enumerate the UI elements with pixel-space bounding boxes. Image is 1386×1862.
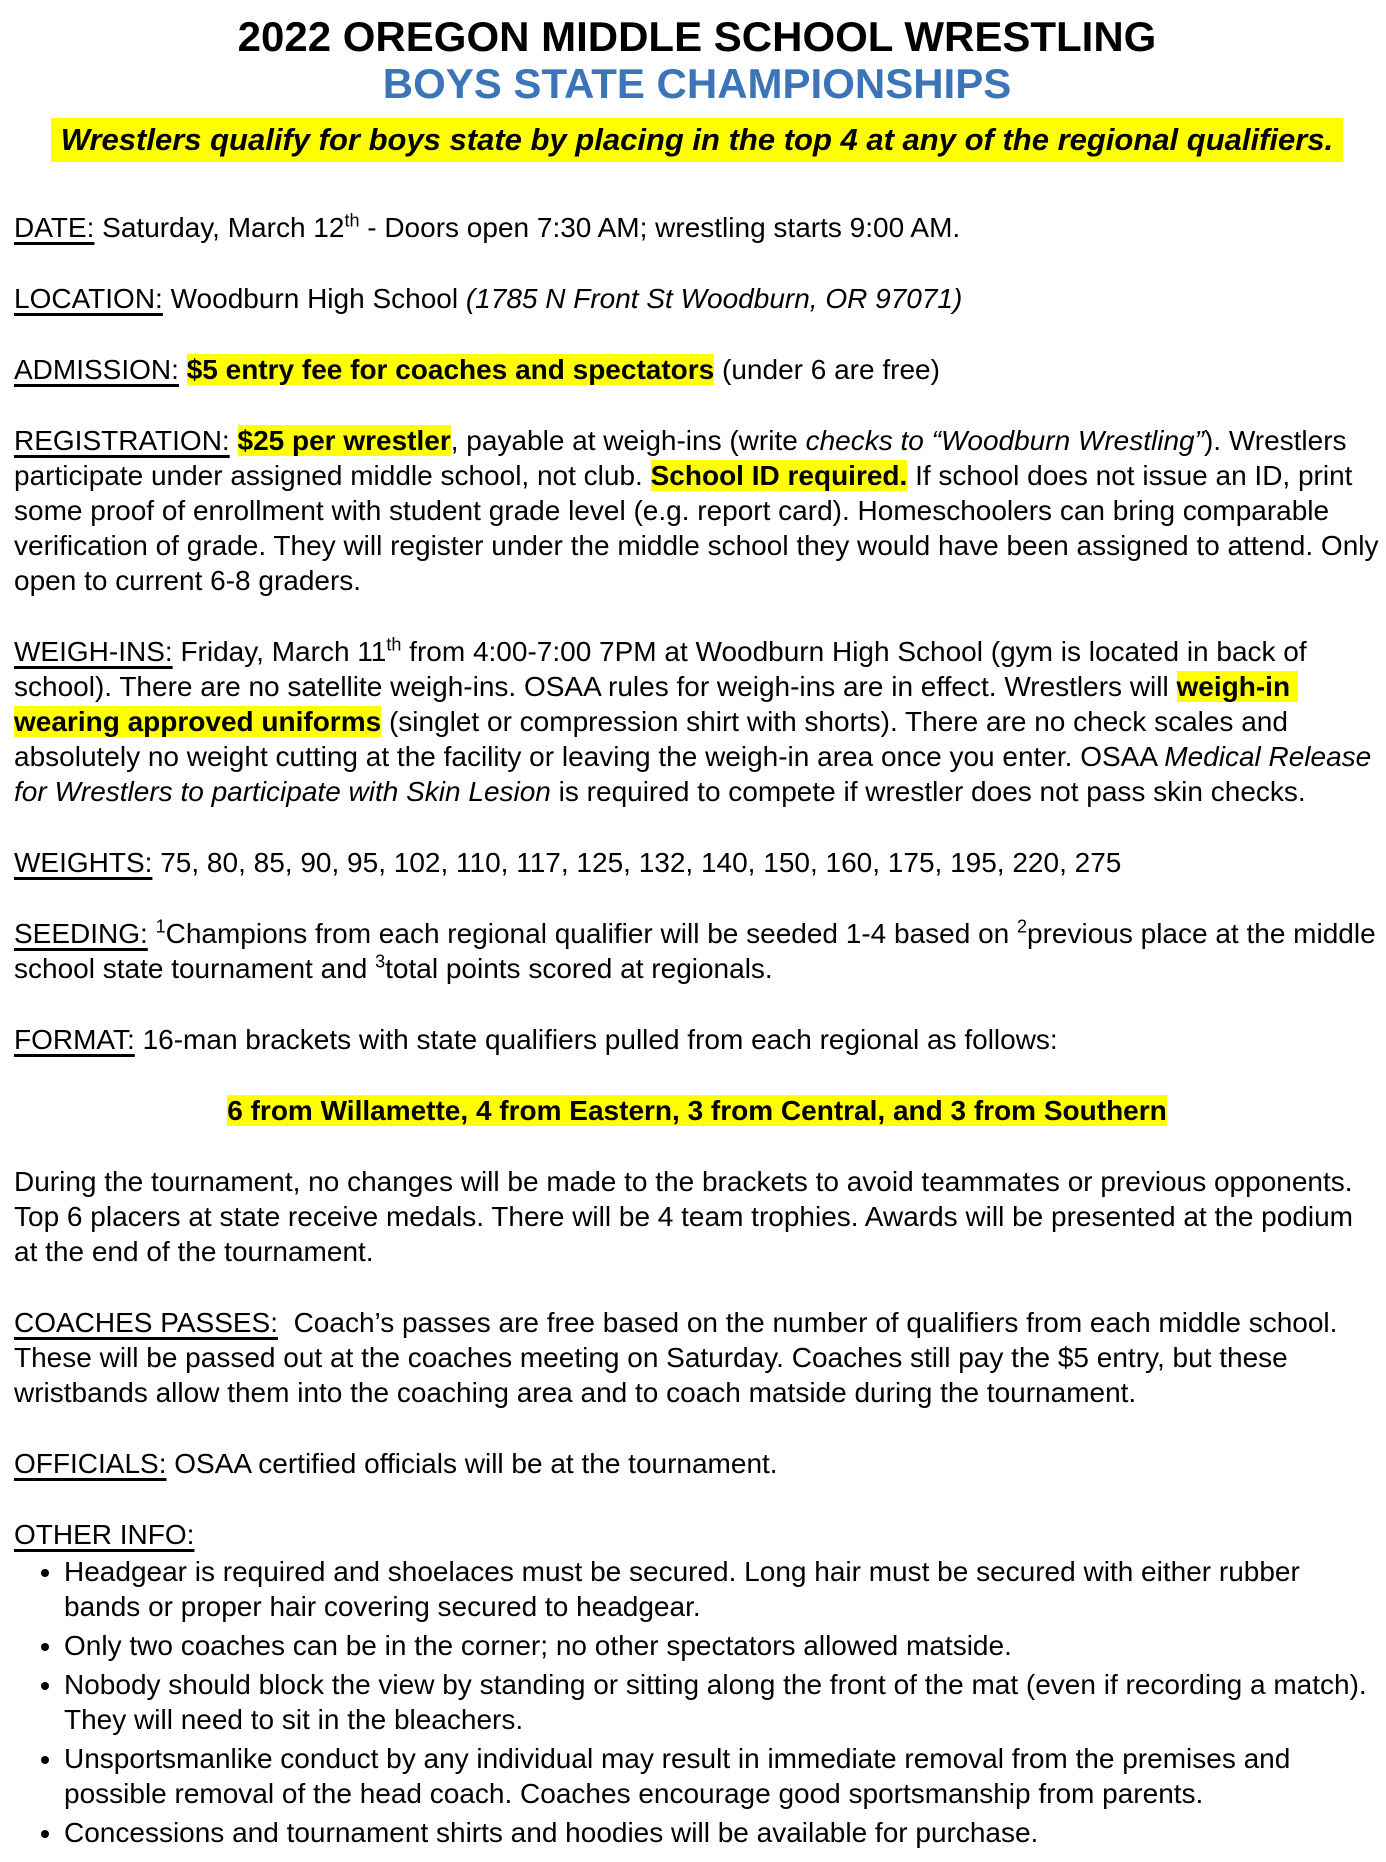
location-address: (1785 N Front St Woodburn, OR 97071) — [465, 283, 963, 314]
seeding-label: SEEDING: — [14, 918, 148, 949]
admission-section — [14, 352, 1380, 387]
footnote-marker-1: 1 — [155, 916, 166, 937]
tournament-notes-paragraph: During the tournament, no changes will be made to the brackets to avoid teammates or previous opponents. Top 6 placers at state receive medals. There will be 4 team trophies. Awards will be presented at the podium at the end of the tournament. — [14, 1166, 1361, 1267]
footnote-marker-2: 2 — [1017, 916, 1028, 937]
weights-section — [14, 845, 1380, 880]
weigh-ins-text-1: from 4:00-7:00 7PM at Woodburn High School (gym is located in back of school). There are no satellite weigh-ins. OSAA rules for weigh-ins are in effect. Wrestlers will — [14, 636, 1315, 702]
list-item: • Nobody should block the view by standing or sitting along the front of the mat (even if recording a match). They will need to sit in the bleachers. — [64, 1667, 1380, 1737]
registration-text-1: , payable at weigh-ins (write — [450, 425, 806, 456]
registration-text-3: If school does not issue an ID, print some proof of enrollment with student grade level (e.g. report card). Homeschoolers can bring comparable verification of grade. They will register under the middle school they would have been assigned to attend. Only open to current 6-8 graders. — [14, 460, 1386, 596]
page-title: 2022 OREGON MIDDLE SCHOOL WRESTLING — [237, 13, 1157, 60]
qualifier-banner-row — [14, 118, 1380, 162]
other-info-list — [14, 1554, 1380, 1850]
weigh-ins-section — [14, 634, 1380, 809]
format-allocation-highlight: 6 from Willamette, 4 from Eastern, 3 from Central, and 3 from Southern — [227, 1095, 1167, 1126]
registration-label: REGISTRATION: — [14, 425, 230, 456]
weights-label: WEIGHTS: — [14, 847, 153, 878]
date-section — [14, 210, 1380, 245]
registration-fee-highlight: $25 per wrestler — [237, 425, 451, 456]
registration-checks-italic: checks to “Woodburn Wrestling” — [805, 425, 1204, 456]
footnote-marker-3: 3 — [375, 951, 386, 972]
weigh-ins-label: WEIGH-INS: — [14, 636, 173, 667]
date-text: Saturday, March 12 — [94, 212, 345, 243]
admission-fee-highlight: $5 entry fee for coaches and spectators — [186, 354, 715, 385]
registration-text-2: ). Wrestlers participate under assigned middle school, not club. — [14, 425, 1355, 491]
officials-text: OSAA certified officials will be at the tournament. — [166, 1448, 778, 1479]
weights-list: 75, 80, 85, 90, 95, 102, 110, 117, 125, 132, 140, 150, 160, 175, 195, 220, 275 — [152, 847, 1122, 878]
location-label: LOCATION: — [14, 283, 163, 314]
page-subtitle: BOYS STATE CHAMPIONSHIPS — [382, 60, 1012, 107]
admission-space — [179, 354, 187, 385]
coaches-passes-label: COACHES PASSES: — [14, 1307, 279, 1338]
format-text: 16-man brackets with state qualifiers pulled from each regional as follows: — [134, 1024, 1058, 1055]
weigh-ins-date: Friday, March 11 — [172, 636, 387, 667]
admission-text-rest: (under 6 are free) — [714, 354, 940, 385]
medical-release-italic: Medical Release for Wrestlers to participate with Skin Lesion — [14, 741, 1380, 807]
weigh-ins-ordinal-suffix: th — [386, 634, 402, 655]
format-section — [14, 1022, 1380, 1057]
seeding-text-2: previous place at the middle school state tournament and — [14, 918, 1384, 984]
location-section — [14, 281, 1380, 316]
weigh-ins-text-2: (singlet or compression shirt with shorts). There are no check scales and absolutely no weight cutting at the facility or leaving the weigh-in area once you enter. OSAA — [14, 706, 1296, 772]
location-text: Woodburn High School — [162, 283, 466, 314]
seeding-section — [14, 916, 1384, 986]
format-label: FORMAT: — [14, 1024, 135, 1055]
list-item: • Only two coaches can be in the corner; no other spectators allowed matside. — [64, 1628, 1380, 1663]
other-info-label: OTHER INFO: — [14, 1519, 195, 1550]
registration-section — [14, 423, 1386, 598]
weigh-ins-text-3: is required to compete if wrestler does not pass skin checks. — [550, 776, 1306, 807]
officials-label: OFFICIALS: — [14, 1448, 167, 1479]
uniforms-highlight: weigh-in wearing approved uniforms — [14, 671, 1298, 737]
qualifier-banner: Wrestlers qualify for boys state by placing in the top 4 at any of the regional qualifiers. — [51, 118, 1343, 162]
admission-label: ADMISSION: — [14, 354, 179, 385]
school-id-highlight: School ID required. — [650, 460, 908, 491]
list-item: • Concessions and tournament shirts and hoodies will be available for purchase. — [64, 1815, 1380, 1850]
registration-space — [230, 425, 238, 456]
seeding-space — [148, 918, 156, 949]
date-label: DATE: — [14, 212, 95, 243]
seeding-text-1: Champions from each regional qualifier will be seeded 1-4 based on — [165, 918, 1017, 949]
date-ordinal-suffix: th — [344, 210, 360, 231]
coaches-passes-section — [14, 1305, 1380, 1410]
list-item: • Unsportsmanlike conduct by any individual may result in immediate removal from the premises and possible removal of the head coach. Coaches encourage good sportsmanship from parents. — [64, 1741, 1380, 1811]
seeding-text-3: total points scored at regionals. — [385, 953, 773, 984]
officials-section — [14, 1446, 1380, 1481]
list-item: • Headgear is required and shoelaces must be secured. Long hair must be secured with either rubber bands or proper hair covering secured to headgear. — [64, 1554, 1380, 1624]
other-info-heading — [14, 1517, 1380, 1552]
date-text-rest: - Doors open 7:30 AM; wrestling starts 9:00 AM. — [359, 212, 961, 243]
format-allocation-row — [14, 1093, 1380, 1128]
coaches-passes-text: Coach’s passes are free based on the number of qualifiers from each middle school. These will be passed out at the coaches meeting on Saturday. Coaches still pay the $5 entry, but these wristbands allow them into the coaching area and to coach matside during the tournament. — [14, 1307, 1345, 1408]
